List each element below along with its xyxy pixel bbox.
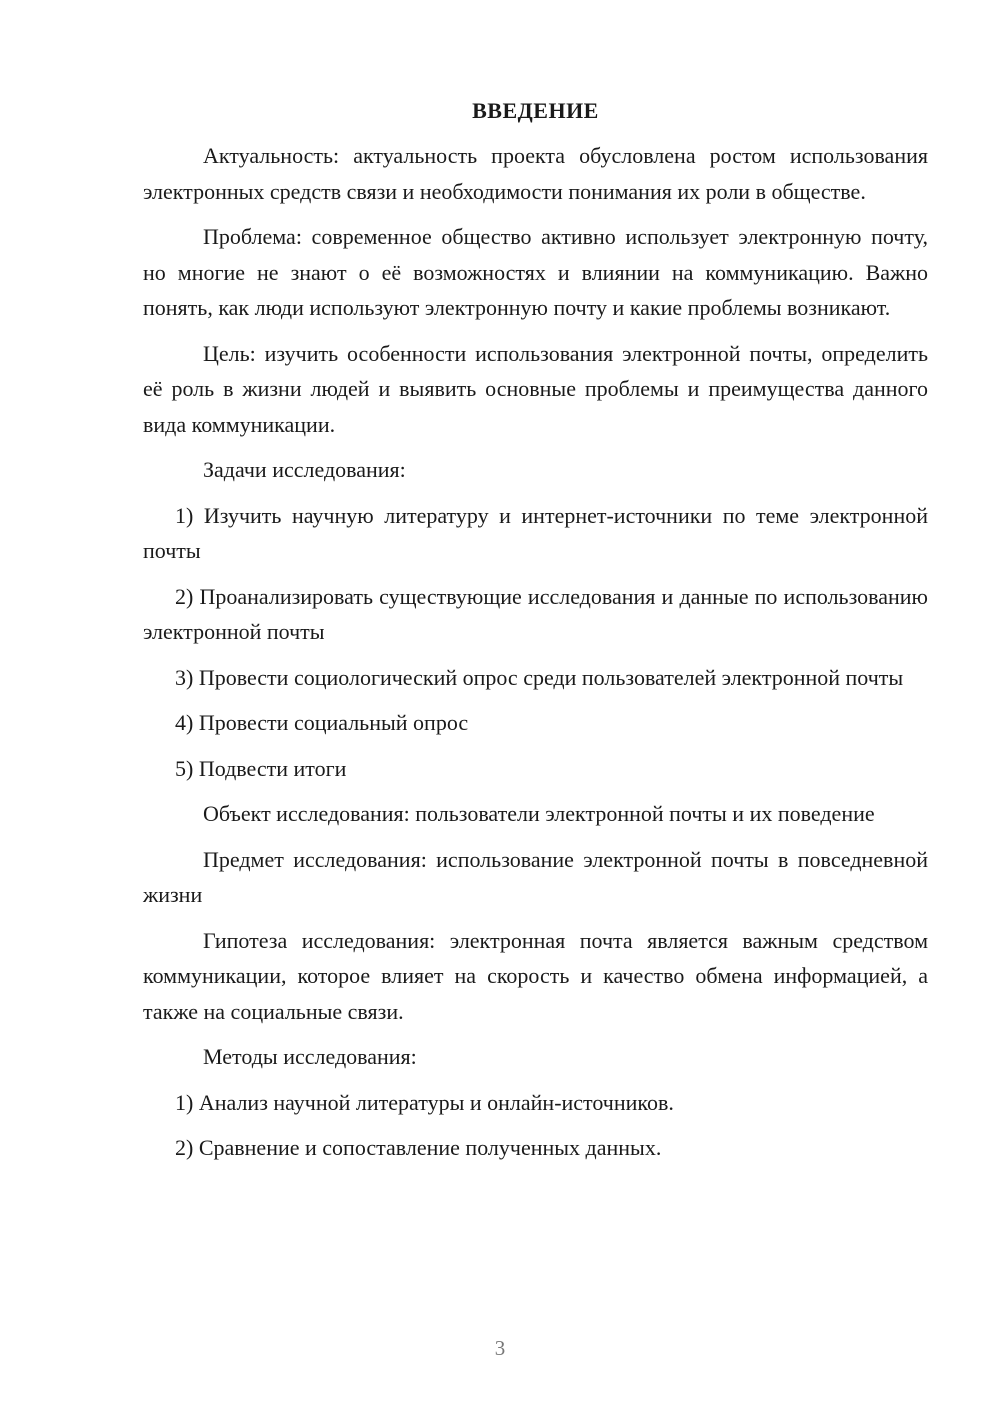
page-number: 3 bbox=[494, 1336, 506, 1360]
task-item-2: 2) Проанализировать существующие исследования и данные по использованию электронной почты bbox=[143, 583, 928, 644]
relevance-paragraph: Актуальность: актуальность проекта обусловлена ростом использования электронных средств связи и необходимости понимания их роли в обществе. bbox=[143, 143, 928, 204]
task-item-1: 1) Изучить научную литературу и интернет-источники по теме электронной почты bbox=[143, 502, 928, 563]
method-item-2: 2) Сравнение и сопоставление полученных данных. bbox=[175, 1135, 662, 1160]
page-content bbox=[143, 96, 928, 1176]
methods-heading: Методы исследования: bbox=[203, 1044, 417, 1069]
problem-paragraph: Проблема: современное общество активно использует электронную почту, но многие не знают о её возможностях и влиянии на коммуникацию. Важно понять, как люди используют электронную почту и какие проблемы возникают. bbox=[143, 224, 928, 320]
page-title: ВВЕДЕНИЕ bbox=[472, 98, 599, 123]
tasks-heading: Задачи исследования: bbox=[203, 457, 406, 482]
task-item-3: 3) Провести социологический опрос среди пользователей электронной почты bbox=[175, 664, 904, 690]
subject-paragraph: Предмет исследования: использование электронной почты в повседневной жизни bbox=[143, 846, 928, 907]
method-item-1: 1) Анализ научной литературы и онлайн-источников. bbox=[175, 1089, 674, 1115]
object-paragraph: Объект исследования: пользователи электронной почты и их поведение bbox=[203, 801, 875, 826]
task-item-4: 4) Провести социальный опрос bbox=[175, 710, 469, 735]
goal-paragraph: Цель: изучить особенности использования электронной почты, определить её роль в жизни людей и выявить основные проблемы и преимущества данного вида коммуникации. bbox=[143, 340, 928, 437]
task-item-5: 5) Подвести итоги bbox=[175, 755, 347, 781]
hypothesis-paragraph: Гипотеза исследования: электронная почта является важным средством коммуникации, которое влияет на скорость и качество обмена информацией, а также на социальные связи. bbox=[143, 927, 928, 1024]
